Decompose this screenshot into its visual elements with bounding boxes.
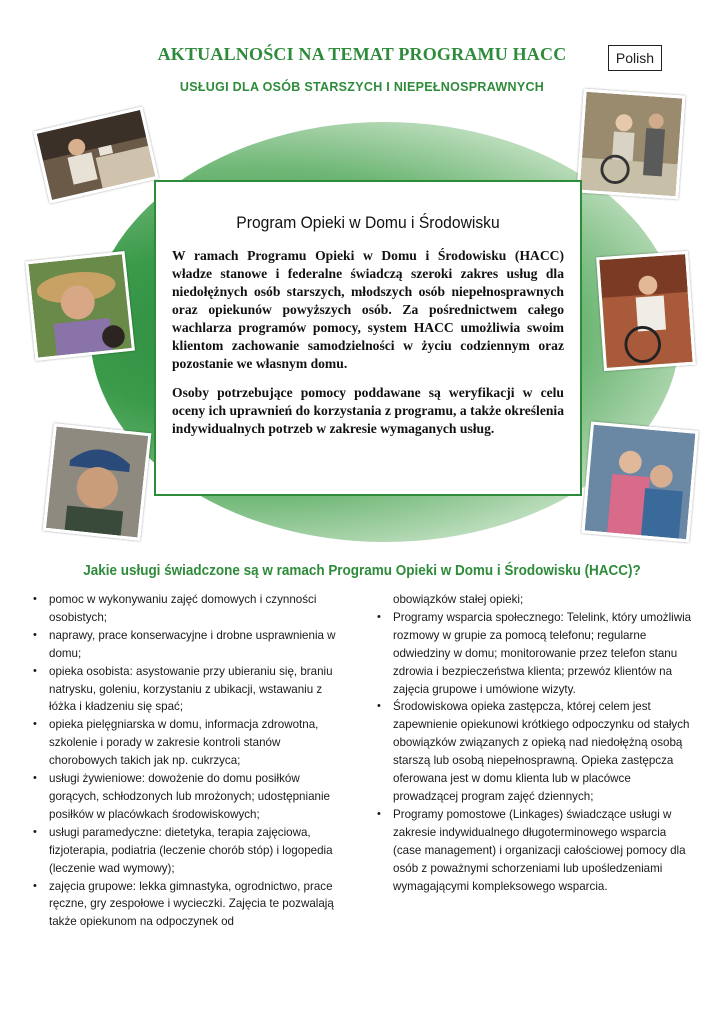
list-item-continuation: obowiązków stałej opieki; <box>393 593 524 606</box>
intro-paragraph-2: Osoby potrzebujące pomocy poddawane są weryfikacji w celu oceny ich uprawnień do korzystania z programu, a także określenia indywidualnych potrzeb w zakresie wymaganych usług. <box>172 385 564 436</box>
bullet-icon: • <box>377 610 381 623</box>
language-badge: Polish <box>608 45 662 71</box>
intro-box <box>154 180 582 496</box>
photo-man-at-table <box>33 106 159 203</box>
list-item-text: Środowiskowa opieka zastępcza, której celem jest zapewnienie opiekunowi krótkiego odpoczynku od stałych obowiązków związanych z opieką nad niedołężną osobą starszą lub osobą niepełnosprawną. Opieka zastępcza oferowana jest w domu klienta lub w placówce prowadzącej program zajęć dziennych; <box>393 700 690 803</box>
intro-paragraph-1: W ramach Programu Opieki w Domu i Środowisku (HACC) władze stanowe i federalne świadczą szeroki zakres usług dla niedołężnych osób starszych, młodszych osób niepełnosprawnych oraz opiekunów powyższych osób. Za pośrednictwem całego wachlarza programów pomocy, system HACC umożliwia swoim klientom zachowanie samodzielności w życiu codziennym oraz pozostanie we własnym domu. <box>172 248 564 371</box>
bullet-icon: • <box>377 700 381 713</box>
list-item-text: Programy wsparcia społecznego: Telelink, który umożliwia rozmowy w grupie za pomocą telefonu; regularne odwiedziny w domu; monitorowanie przez telefon stanu zdrowia i bezpieczeństwa klienta; przewóz klientów na zajęcia grupowe i umówione wizyty. <box>393 610 692 696</box>
list-item-text: usługi paramedyczne: dietetyka, terapia zajęciowa, fizjoterapia, podiatria (leczenie chorób stóp) i logopedia (leczenie wad wymowy); <box>49 825 333 875</box>
photo-man-with-cap <box>43 423 152 541</box>
list-item-text: opieka osobista: asystowanie przy ubieraniu się, braniu natrysku, goleniu, korzystaniu z ubikacji, wstawaniu z łóżka i kładzeniu się spać; <box>49 664 333 714</box>
bullet-icon: • <box>33 772 37 785</box>
services-list-left <box>33 591 351 931</box>
list-item <box>377 609 695 699</box>
bullet-icon: • <box>33 879 37 892</box>
list-item-text: usługi żywieniowe: dowożenie do domu posiłków gorących, schłodzonych lub mrożonych; udostępnianie posiłków w placówkach środowiskowych; <box>49 772 330 821</box>
list-item-text: opieka pielęgniarska w domu, informacja zdrowotna, szkolenie i porady w zakresie kontroli stanów chorobowych takich jak np. cukrzyca; <box>49 718 319 768</box>
bullet-icon: • <box>33 628 37 641</box>
photo-man-in-wheelchair <box>596 251 696 371</box>
list-item <box>33 663 351 717</box>
bullet-icon: • <box>33 825 37 838</box>
photo-wheelchair-couple <box>576 89 685 200</box>
list-item <box>33 878 351 932</box>
photo-woman-with-hat <box>25 251 135 361</box>
services-list-right <box>377 591 695 895</box>
list-item <box>33 770 351 824</box>
list-item <box>377 698 695 805</box>
intro-box-title: Program Opieki w Domu i Środowisku <box>236 213 500 232</box>
list-item <box>33 627 351 663</box>
bullet-icon: • <box>33 664 37 677</box>
list-item-text: pomoc w wykonywaniu zajęć domowych i czynności osobistych; <box>49 593 317 624</box>
list-item <box>33 591 351 627</box>
photo-two-people <box>581 422 698 543</box>
bullet-icon: • <box>33 593 37 605</box>
list-item-text: zajęcia grupowe: lekka gimnastyka, ogrodnictwo, prace ręczne, gry zespołowe i wycieczki. Zajęcia te pozwalają także opiekunom na odpoczynek od <box>49 879 334 929</box>
bullet-icon: • <box>377 807 381 820</box>
page-title: AKTUALNOŚCI NA TEMAT PROGRAMU HACC <box>157 44 567 64</box>
page-subtitle: USŁUGI DLA OSÓB STARSZYCH I NIEPEŁNOSPRAWNYCH <box>179 80 545 94</box>
list-item-text: Programy pomostowe (Linkages) świadczące usługi w zakresie indywidualnego długoterminowego wsparcia (case management) i organizacji całościowej pomocy dla osób z poważnymi schorzeniami lub upośledzeniami wymagającymi kompleksowego wsparcia. <box>393 807 686 893</box>
list-item <box>377 806 695 896</box>
list-item-text: naprawy, prace konserwacyjne i drobne usprawnienia w domu; <box>49 628 336 660</box>
list-item <box>33 716 351 770</box>
list-item <box>33 824 351 878</box>
services-heading: Jakie usługi świadczone są w ramach Programu Opieki w Domu i Środowisku (HACC)? <box>83 563 641 579</box>
bullet-icon: • <box>33 718 37 731</box>
